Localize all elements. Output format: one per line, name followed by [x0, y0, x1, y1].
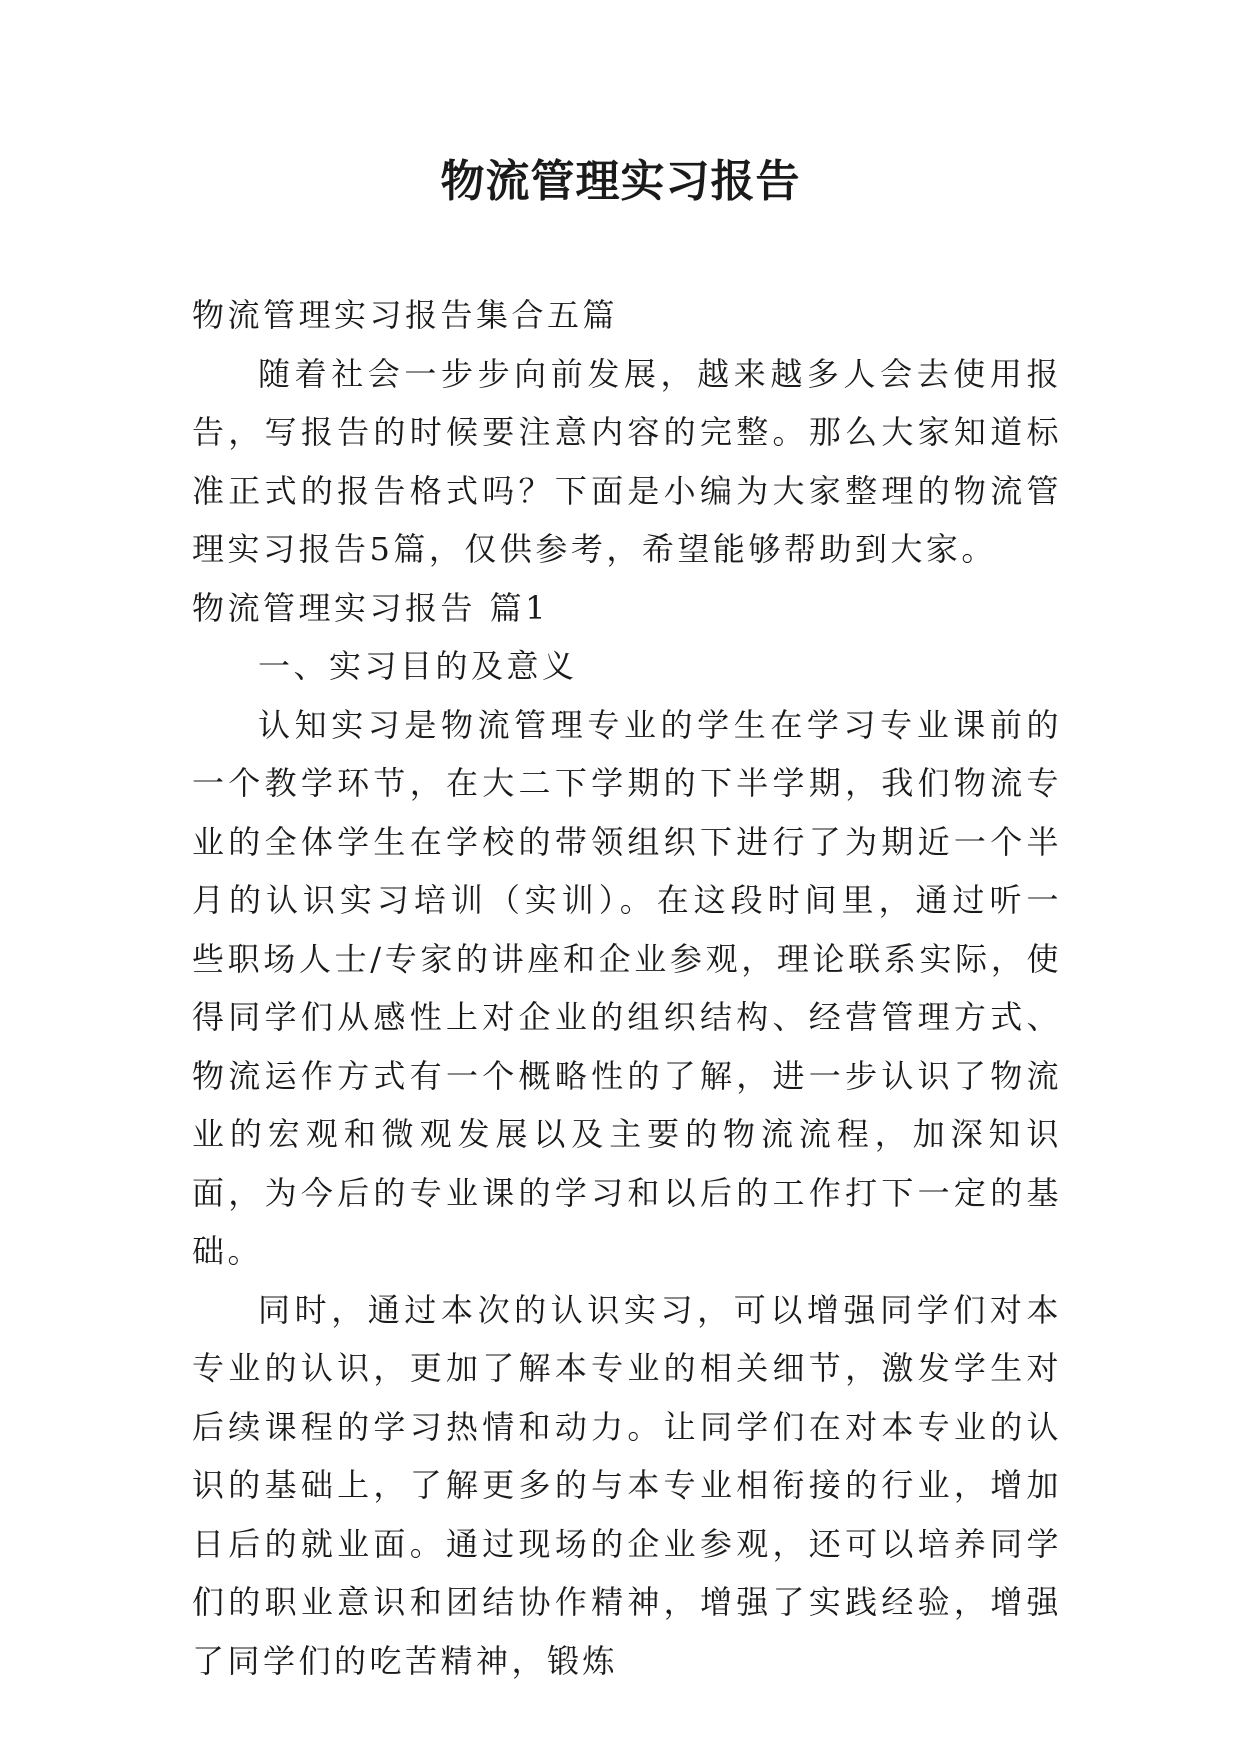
section-title: 物流管理实习报告 篇1 — [192, 588, 550, 627]
document-title: 物流管理实习报告 — [440, 156, 801, 207]
document-body — [192, 286, 1062, 1690]
body-paragraph: 认知实习是物流管理专业的学生在学习专业课前的一个教学环节，在大二下学期的下半学期，我们物流专业的全体学生在学校的带领组织下进行了为期近一个半月的认识实习培训（实训）。在这段时间里，通过听一些职场人士/专家的讲座和企业参观，理论联系实际，使得同学们从感性上对企业的组织结构、经营管理方式、物流运作方式有一个概略性的了解，进一步认识了物流业的宏观和微观发展以及主要的物流流程，加深知识面，为今后的专业课的学习和以后的工作打下一定的基础。 — [192, 705, 1062, 1270]
section-heading: 一、实习目的及意义 — [258, 647, 578, 685]
collection-subtitle: 物流管理实习报告集合五篇 — [192, 296, 619, 334]
intro-paragraph: 随着社会一步步向前发展，越来越多人会去使用报告，写报告的时候要注意内容的完整。那么大家知道标准正式的报告格式吗？下面是小编为大家整理的物流管理实习报告5篇，仅供参考，希望能够帮助到大家。 — [192, 354, 1062, 568]
body-paragraph: 同时，通过本次的认识实习，可以增强同学们对本专业的认识，更加了解本专业的相关细节，激发学生对后续课程的学习热情和动力。让同学们在对本专业的认识的基础上，了解更多的与本专业相衔接的行业，增加日后的就业面。通过现场的企业参观，还可以培养同学们的职业意识和团结协作精神，增强了实践经验，增强了同学们的吃苦精神，锻炼 — [192, 1290, 1062, 1680]
